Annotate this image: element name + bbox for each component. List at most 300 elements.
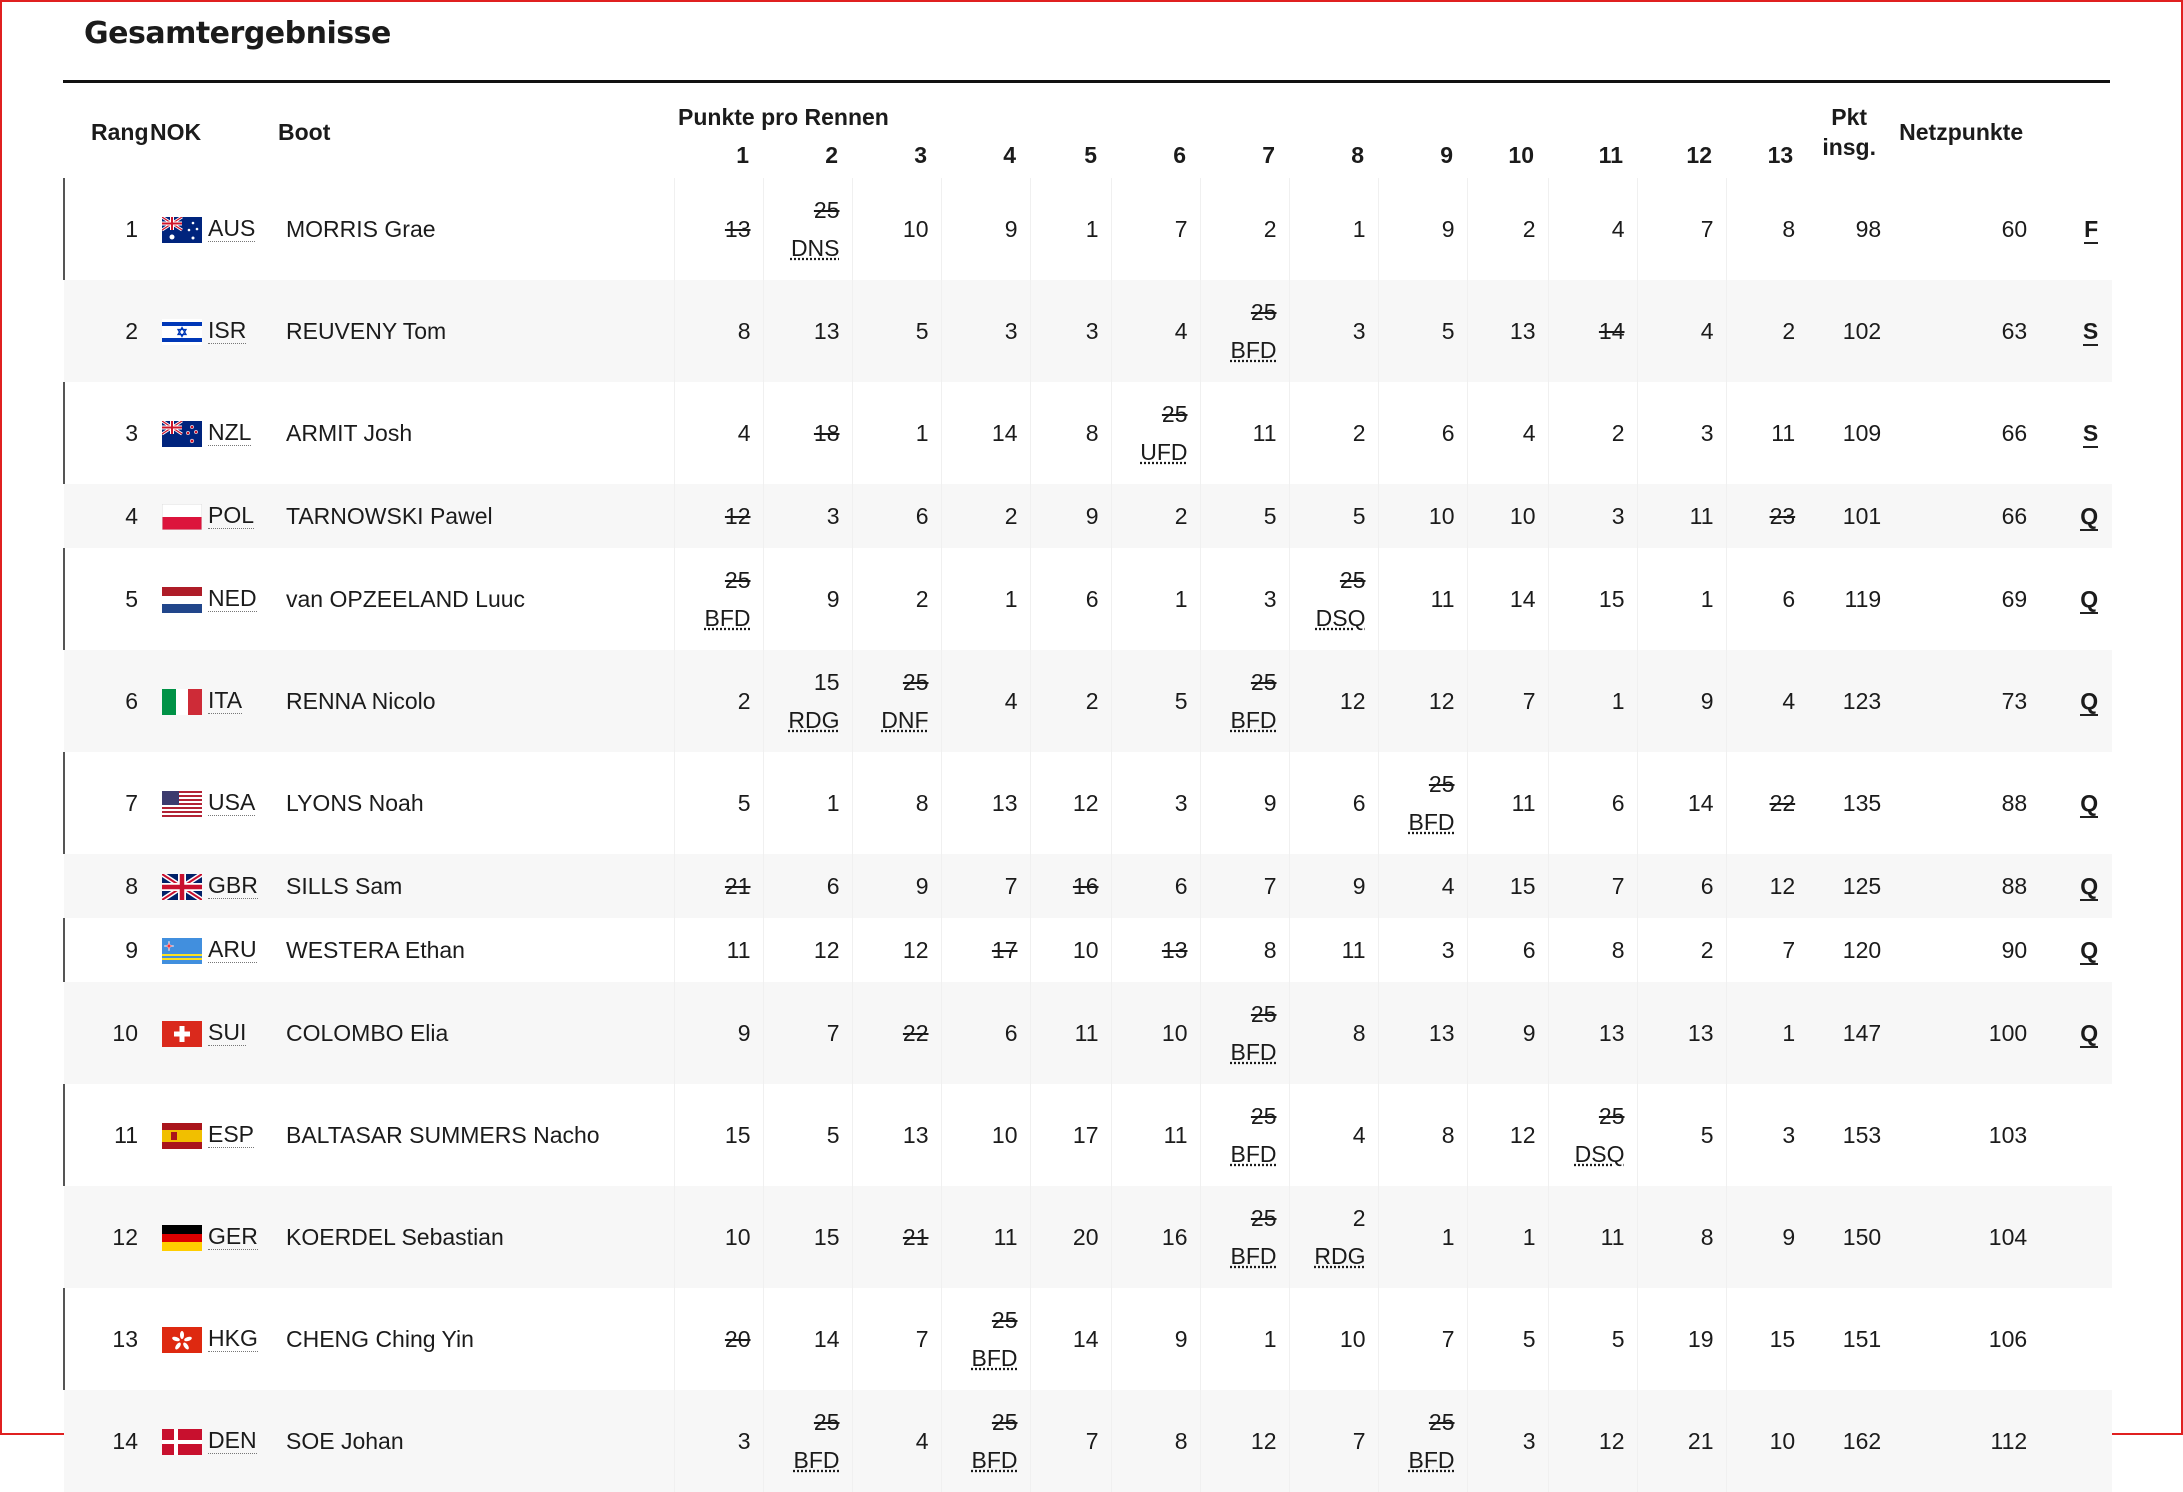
discarded-score: 25 xyxy=(1161,401,1188,427)
race-score-cell xyxy=(1289,382,1378,484)
race-score-cell xyxy=(1030,280,1111,382)
race-score: 3 xyxy=(1004,318,1018,344)
rank-cell: 9 xyxy=(64,918,150,982)
race-score-cell xyxy=(1726,1288,1807,1390)
flag-usa-icon xyxy=(162,791,202,817)
race-score: 6 xyxy=(826,873,840,899)
qualification-badge[interactable]: F xyxy=(2084,215,2099,242)
race-score: 10 xyxy=(1769,1428,1796,1454)
race-score: 17 xyxy=(1072,1122,1099,1148)
race-score-cell xyxy=(852,752,941,854)
net-points: 104 xyxy=(1988,1223,2028,1250)
race-score-cell xyxy=(1637,382,1726,484)
race-score-cell xyxy=(1467,484,1548,548)
race-score: 3 xyxy=(1441,937,1455,963)
race-score: 2 xyxy=(1352,420,1366,446)
discarded-score: 14 xyxy=(1598,318,1625,344)
rank-cell: 4 xyxy=(125,502,138,529)
race-score-cell xyxy=(1111,650,1200,752)
race-score-cell xyxy=(1378,918,1467,982)
race-score-cell xyxy=(674,382,763,484)
qualification-cell xyxy=(2067,382,2112,484)
race-score: 3 xyxy=(1782,1122,1796,1148)
athlete-name[interactable]: COLOMBO Elia xyxy=(286,1019,449,1046)
nok-cell xyxy=(150,982,274,1084)
race-score: 6 xyxy=(1085,586,1099,612)
athlete-name[interactable]: TARNOWSKI Pawel xyxy=(286,502,493,529)
race-score: 2 xyxy=(1522,216,1536,242)
qualification-cell xyxy=(2067,854,2112,918)
discarded-score: 22 xyxy=(1769,790,1796,816)
race-score-cell xyxy=(1467,1186,1548,1288)
header-race-9: 9 xyxy=(1440,142,1453,168)
race-score-cell xyxy=(1289,548,1378,650)
race-score-cell xyxy=(1200,280,1289,382)
race-score-cell xyxy=(1200,918,1289,982)
qualification-cell xyxy=(2067,982,2112,1084)
race-score: 12 xyxy=(1250,1428,1277,1454)
header-nok: NOK xyxy=(150,118,202,145)
header-rang: Rang xyxy=(91,118,149,145)
race-score: 7 xyxy=(915,1326,929,1352)
discarded-score: 25 xyxy=(724,567,751,593)
race-score-cell xyxy=(941,484,1030,548)
race-score-cell xyxy=(763,918,852,982)
race-score-cell xyxy=(1200,854,1289,918)
race-score-cell xyxy=(1200,178,1289,280)
race-score-cell xyxy=(1378,982,1467,1084)
net-points: 112 xyxy=(1990,1427,2028,1454)
noc-code[interactable]: ESP xyxy=(208,1121,255,1148)
noc-code[interactable]: ARU xyxy=(208,936,257,963)
race-score-cell xyxy=(1467,382,1548,484)
penalty-code[interactable]: RDG xyxy=(1314,1243,1366,1269)
discarded-score: 25 xyxy=(1250,669,1277,695)
qualification-cell xyxy=(2067,1288,2112,1390)
athlete-name[interactable]: CHENG Ching Yin xyxy=(286,1325,474,1352)
race-score-cell xyxy=(1111,178,1200,280)
nok-cell xyxy=(150,1288,274,1390)
nok-cell xyxy=(150,178,274,280)
race-score-cell xyxy=(1111,1186,1200,1288)
discarded-score: 23 xyxy=(1769,503,1796,529)
race-score: 7 xyxy=(1085,1428,1099,1454)
noc-code[interactable]: HKG xyxy=(208,1325,258,1352)
flag-nzl-icon xyxy=(162,421,202,447)
penalty-code[interactable]: BFD xyxy=(1230,1141,1277,1167)
race-score: 6 xyxy=(1441,420,1455,446)
penalty-code[interactable]: BFD xyxy=(793,1447,840,1473)
race-score-cell xyxy=(1548,1288,1637,1390)
race-score: 11 xyxy=(1163,1122,1188,1148)
race-score: 9 xyxy=(1263,790,1277,816)
header-boot: Boot xyxy=(278,118,331,145)
net-points: 106 xyxy=(1988,1325,2028,1352)
race-score: 9 xyxy=(1782,1224,1796,1250)
race-score-cell xyxy=(1637,650,1726,752)
discarded-score: 25 xyxy=(1428,771,1455,797)
athlete-name[interactable]: LYONS Noah xyxy=(286,789,424,816)
total-points: 123 xyxy=(1842,687,1882,714)
race-score-cell xyxy=(674,982,763,1084)
header-race-7: 7 xyxy=(1262,142,1275,168)
race-score-cell xyxy=(1200,548,1289,650)
race-score: 21 xyxy=(1687,1428,1714,1454)
race-score: 10 xyxy=(902,216,929,242)
rank-cell: 7 xyxy=(64,752,150,854)
net-points: 103 xyxy=(1988,1121,2028,1148)
nok-cell xyxy=(150,548,274,650)
race-score-cell xyxy=(852,854,941,918)
race-score-cell xyxy=(1548,1186,1637,1288)
race-score-cell xyxy=(852,484,941,548)
race-score-cell xyxy=(674,1186,763,1288)
race-score-cell xyxy=(1030,382,1111,484)
rank-cell: 6 xyxy=(125,687,138,714)
noc-code[interactable]: POL xyxy=(208,502,255,529)
race-score: 8 xyxy=(1441,1122,1455,1148)
qualification-badge[interactable]: Q xyxy=(2080,936,2099,963)
race-score: 15 xyxy=(813,669,840,695)
race-score-cell xyxy=(1726,178,1807,280)
athlete-name[interactable]: BALTASAR SUMMERS Nacho xyxy=(286,1121,600,1148)
race-score-cell xyxy=(1030,1288,1111,1390)
race-score-cell xyxy=(763,1084,852,1186)
race-score: 8 xyxy=(1611,937,1625,963)
table-row xyxy=(64,752,2112,854)
race-score-cell xyxy=(1111,982,1200,1084)
race-score-cell xyxy=(1548,1084,1637,1186)
race-score-cell xyxy=(941,1288,1030,1390)
race-score-cell xyxy=(1637,1288,1726,1390)
race-score: 6 xyxy=(915,503,929,529)
race-score: 9 xyxy=(1174,1326,1188,1352)
race-score-cell xyxy=(1200,752,1289,854)
race-score-cell xyxy=(852,382,941,484)
race-score-cell xyxy=(763,280,852,382)
race-score-cell xyxy=(1378,1186,1467,1288)
race-score-cell xyxy=(1378,484,1467,548)
athlete-name[interactable]: WESTERA Ethan xyxy=(286,936,465,963)
race-score-cell xyxy=(674,1084,763,1186)
athlete-name[interactable]: SOE Johan xyxy=(286,1427,404,1454)
race-score-cell xyxy=(1637,280,1726,382)
race-score: 15 xyxy=(1598,586,1625,612)
noc-code[interactable]: ITA xyxy=(208,687,243,714)
race-score: 14 xyxy=(1072,1326,1099,1352)
penalty-code[interactable]: BFD xyxy=(1230,707,1277,733)
race-score: 1 xyxy=(1522,1224,1536,1250)
race-score: 4 xyxy=(737,420,751,446)
race-score-cell xyxy=(1378,1390,1467,1492)
race-score-cell xyxy=(763,1288,852,1390)
net-points: 66 xyxy=(2001,502,2028,529)
race-score-cell xyxy=(1548,548,1637,650)
net-points: 69 xyxy=(2001,585,2028,612)
race-score: 15 xyxy=(1509,873,1536,899)
title-divider xyxy=(63,80,2110,83)
penalty-code[interactable]: BFD xyxy=(1230,1039,1277,1065)
penalty-code[interactable]: BFD xyxy=(971,1447,1018,1473)
race-score: 2 xyxy=(737,688,751,714)
race-score: 12 xyxy=(1428,688,1455,714)
race-score-cell xyxy=(763,178,852,280)
race-score: 11 xyxy=(1771,420,1796,446)
total-points: 150 xyxy=(1842,1223,1882,1250)
race-score-cell xyxy=(763,548,852,650)
race-score: 10 xyxy=(1339,1326,1366,1352)
net-points: 90 xyxy=(2001,936,2028,963)
race-score: 1 xyxy=(1085,216,1099,242)
race-score-cell xyxy=(1111,484,1200,548)
discarded-score: 25 xyxy=(902,669,929,695)
rank-cell: 3 xyxy=(64,382,150,484)
nok-cell xyxy=(150,280,274,382)
race-score-cell xyxy=(852,548,941,650)
discarded-score: 25 xyxy=(991,1409,1018,1435)
race-score-cell xyxy=(1467,752,1548,854)
race-score-cell xyxy=(852,650,941,752)
race-score: 4 xyxy=(1611,216,1625,242)
race-score-cell xyxy=(1289,1084,1378,1186)
header-row xyxy=(64,86,2112,133)
race-score: 2 xyxy=(1263,216,1277,242)
total-points: 98 xyxy=(1855,215,1882,242)
race-score-cell xyxy=(1289,982,1378,1084)
race-score-cell xyxy=(1726,1186,1807,1288)
race-score-cell xyxy=(1548,382,1637,484)
table-row xyxy=(64,1084,2112,1186)
race-score-cell xyxy=(941,382,1030,484)
race-score-cell xyxy=(1378,752,1467,854)
race-score-cell xyxy=(1548,982,1637,1084)
race-score: 4 xyxy=(1782,688,1796,714)
table-row xyxy=(64,382,2112,484)
discarded-score: 25 xyxy=(1250,299,1277,325)
race-score-cell xyxy=(763,484,852,548)
race-score: 10 xyxy=(1428,503,1455,529)
athlete-name[interactable]: van OPZEELAND Luuc xyxy=(286,585,526,612)
discarded-score: 25 xyxy=(1250,1001,1277,1027)
penalty-code[interactable]: DNF xyxy=(881,707,929,733)
table-row xyxy=(64,650,2112,752)
noc-code[interactable]: ISR xyxy=(208,317,247,344)
race-score-cell xyxy=(763,1390,852,1492)
race-score-cell xyxy=(852,1084,941,1186)
race-score: 14 xyxy=(1509,586,1536,612)
noc-code[interactable]: GER xyxy=(208,1223,258,1250)
race-score-cell xyxy=(1378,382,1467,484)
athlete-name[interactable]: SILLS Sam xyxy=(286,872,403,899)
penalty-code[interactable]: BFD xyxy=(1230,1243,1277,1269)
header-race-10: 10 xyxy=(1508,142,1534,168)
race-score-cell xyxy=(1378,548,1467,650)
race-score: 3 xyxy=(1522,1428,1536,1454)
qualification-cell xyxy=(2067,178,2112,280)
header-pkt-line2: insg. xyxy=(1822,134,1876,160)
qualification-badge[interactable]: Q xyxy=(2080,687,2099,714)
race-score-cell xyxy=(941,178,1030,280)
race-score-cell xyxy=(1378,854,1467,918)
penalty-code[interactable]: DSQ xyxy=(1574,1141,1625,1167)
discarded-score: 25 xyxy=(1339,567,1366,593)
race-score-cell xyxy=(1548,650,1637,752)
table-row xyxy=(64,548,2112,650)
race-score: 8 xyxy=(1174,1428,1188,1454)
race-score-cell xyxy=(1726,484,1807,548)
race-score-cell xyxy=(1111,382,1200,484)
penalty-code[interactable]: BFD xyxy=(1230,337,1277,363)
race-score-cell xyxy=(1111,1288,1200,1390)
athlete-name[interactable]: ARMIT Josh xyxy=(286,419,413,446)
table-row xyxy=(64,1390,2112,1492)
total-points: 120 xyxy=(1842,936,1882,963)
penalty-code[interactable]: DSQ xyxy=(1315,605,1366,631)
race-score-cell xyxy=(941,752,1030,854)
header-race-4: 4 xyxy=(1003,142,1016,168)
race-score: 2 xyxy=(915,586,929,612)
race-score: 11 xyxy=(1600,1224,1625,1250)
noc-code[interactable]: DEN xyxy=(208,1427,257,1454)
penalty-code[interactable]: DNS xyxy=(790,235,840,261)
athlete-name[interactable]: RENNA Nicolo xyxy=(286,687,436,714)
discarded-score: 20 xyxy=(724,1326,751,1352)
race-score: 9 xyxy=(1352,873,1366,899)
race-score-cell xyxy=(674,1288,763,1390)
race-score: 1 xyxy=(826,790,840,816)
race-score-cell xyxy=(1289,752,1378,854)
discarded-score: 18 xyxy=(813,420,840,446)
penalty-code[interactable]: BFD xyxy=(1408,809,1455,835)
flag-isr-icon xyxy=(162,319,202,345)
race-score-cell xyxy=(941,548,1030,650)
race-score: 10 xyxy=(991,1122,1018,1148)
net-points: 88 xyxy=(2001,872,2028,899)
penalty-code[interactable]: RDG xyxy=(788,707,840,733)
race-score: 5 xyxy=(1263,503,1277,529)
nok-cell xyxy=(150,752,274,854)
results-body xyxy=(64,178,2112,1492)
table-row xyxy=(64,1288,2112,1390)
race-score: 8 xyxy=(1085,420,1099,446)
race-score-cell xyxy=(1548,178,1637,280)
noc-code[interactable]: USA xyxy=(208,789,256,816)
race-score-cell xyxy=(1726,1084,1807,1186)
race-score-cell xyxy=(852,280,941,382)
race-score-cell xyxy=(1111,1390,1200,1492)
flag-aru-icon xyxy=(162,938,202,964)
penalty-code[interactable]: BFD xyxy=(704,605,751,631)
race-score-cell xyxy=(763,982,852,1084)
athlete-name[interactable]: KOERDEL Sebastian xyxy=(286,1223,504,1250)
race-score-cell xyxy=(1467,918,1548,982)
qualification-badge[interactable]: S xyxy=(2082,419,2099,446)
race-score: 7 xyxy=(1352,1428,1366,1454)
qualification-badge[interactable]: Q xyxy=(2080,789,2099,816)
race-score: 14 xyxy=(813,1326,840,1352)
race-score: 10 xyxy=(1072,937,1099,963)
qualification-badge[interactable]: Q xyxy=(2080,502,2099,529)
race-score-cell xyxy=(1030,650,1111,752)
race-score: 4 xyxy=(1522,420,1536,446)
athlete-name[interactable]: REUVENY Tom xyxy=(286,317,447,344)
race-score: 1 xyxy=(1700,586,1714,612)
race-score: 6 xyxy=(1700,873,1714,899)
race-score-cell xyxy=(1030,1084,1111,1186)
race-score-cell xyxy=(1111,1084,1200,1186)
race-score-cell xyxy=(941,982,1030,1084)
race-score: 1 xyxy=(1782,1020,1796,1046)
race-score: 6 xyxy=(1782,586,1796,612)
noc-code[interactable]: GBR xyxy=(208,872,258,899)
race-score-cell xyxy=(1548,280,1637,382)
race-score: 6 xyxy=(1174,873,1188,899)
discarded-score: 17 xyxy=(991,937,1018,963)
race-score-cell xyxy=(1289,1288,1378,1390)
race-score-cell xyxy=(1289,1390,1378,1492)
athlete-name[interactable]: MORRIS Grae xyxy=(286,215,436,242)
qualification-badge[interactable]: Q xyxy=(2080,585,2099,612)
penalty-code[interactable]: BFD xyxy=(1408,1447,1455,1473)
noc-code[interactable]: NZL xyxy=(208,419,252,446)
flag-hkg-icon xyxy=(162,1327,202,1353)
noc-code[interactable]: AUS xyxy=(208,215,256,242)
race-score: 3 xyxy=(1174,790,1188,816)
nok-cell xyxy=(150,1390,274,1492)
qualification-badge[interactable]: Q xyxy=(2080,872,2099,899)
race-score: 11 xyxy=(1430,586,1455,612)
race-score: 7 xyxy=(1263,873,1277,899)
race-score-cell xyxy=(1637,982,1726,1084)
race-score-cell xyxy=(1378,650,1467,752)
race-score: 6 xyxy=(1352,790,1366,816)
race-score: 12 xyxy=(1339,688,1366,714)
qualification-badge[interactable]: Q xyxy=(2080,1019,2099,1046)
penalty-code[interactable]: BFD xyxy=(971,1345,1018,1371)
qualification-badge[interactable]: S xyxy=(2082,317,2099,344)
race-score-cell xyxy=(1200,1288,1289,1390)
race-score-cell xyxy=(674,752,763,854)
race-score: 9 xyxy=(915,873,929,899)
rank-cell: 12 xyxy=(112,1223,138,1250)
race-score-cell xyxy=(1726,280,1807,382)
noc-code[interactable]: NED xyxy=(208,585,257,612)
race-score-cell xyxy=(763,650,852,752)
race-score-cell xyxy=(674,1390,763,1492)
race-score-cell xyxy=(852,918,941,982)
race-score-cell xyxy=(1200,382,1289,484)
race-score: 1 xyxy=(1352,216,1366,242)
race-score-cell xyxy=(852,1186,941,1288)
race-score: 4 xyxy=(1004,688,1018,714)
race-score-cell xyxy=(1726,548,1807,650)
noc-code[interactable]: SUI xyxy=(208,1019,247,1046)
race-score: 13 xyxy=(813,318,840,344)
race-score: 7 xyxy=(1700,216,1714,242)
race-score-cell xyxy=(1637,1186,1726,1288)
race-score-cell xyxy=(1548,918,1637,982)
flag-gbr-icon xyxy=(162,874,202,900)
net-points: 73 xyxy=(2001,687,2028,714)
header-race-5: 5 xyxy=(1084,142,1097,168)
race-score-cell xyxy=(1637,752,1726,854)
race-score-cell xyxy=(1467,650,1548,752)
race-score: 11 xyxy=(726,937,751,963)
penalty-code[interactable]: UFD xyxy=(1140,439,1188,465)
race-score-cell xyxy=(941,1390,1030,1492)
race-score-cell xyxy=(1030,752,1111,854)
header-race-11: 11 xyxy=(1598,142,1623,168)
